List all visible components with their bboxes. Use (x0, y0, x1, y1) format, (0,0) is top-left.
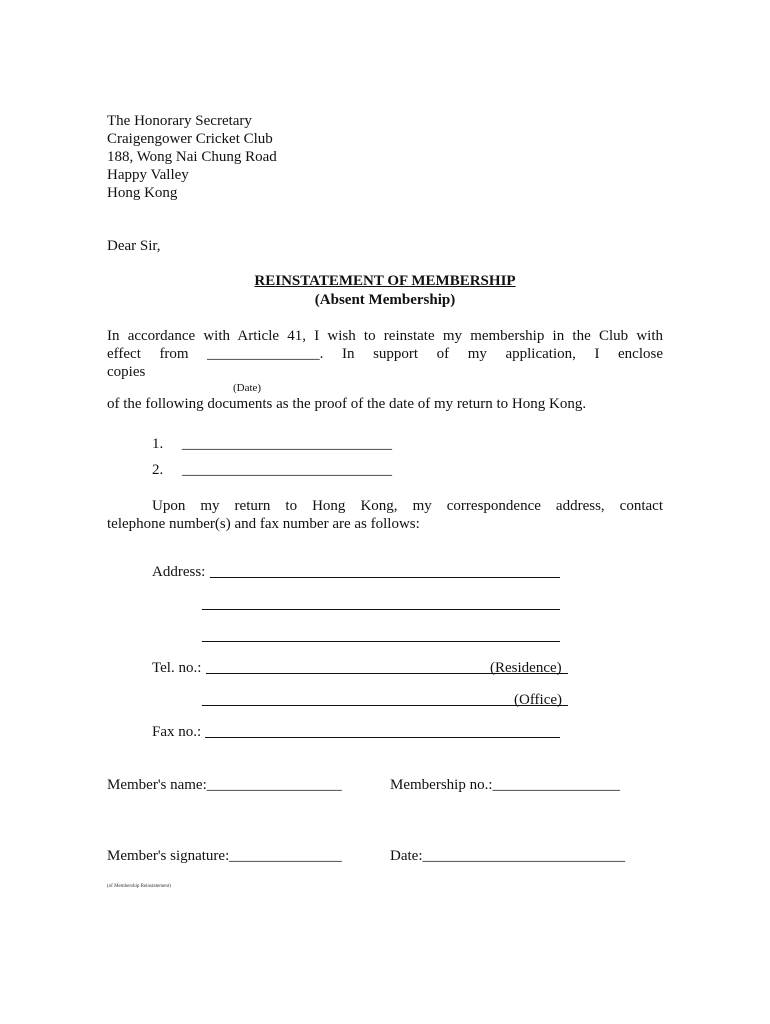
member-signature-field[interactable]: Member's signature:_______________ (107, 848, 342, 864)
footer-note: (of Membership Reinstatement) (107, 884, 171, 889)
document-item-number: 1. (152, 436, 164, 452)
document-subtitle: (Absent Membership) (314, 292, 456, 308)
date-field[interactable]: Date:___________________________ (390, 848, 625, 864)
fax-label: Fax no.: (152, 724, 202, 740)
member-name-field[interactable]: Member's name:__________________ (107, 777, 342, 793)
contact-line-1: Upon my return to Hong Kong, my correspondence address, contact (152, 498, 663, 514)
office-label: (Office) (514, 692, 563, 708)
intro-line-3: copies (107, 364, 146, 380)
salutation: Dear Sir, (107, 238, 161, 254)
address-field-2[interactable] (202, 609, 560, 610)
membership-number-field[interactable]: Membership no.:_________________ (390, 777, 620, 793)
intro-line-2[interactable]: effect from _______________. In support of my application, I enclose (107, 346, 663, 362)
residence-label: (Residence) (490, 660, 562, 676)
recipient-city: Hong Kong (107, 185, 178, 201)
address-label: Address: (152, 564, 206, 580)
intro-line-1: In accordance with Article 41, I wish to reinstate my membership in the Club with (107, 328, 663, 344)
tel-label: Tel. no.: (152, 660, 202, 676)
recipient-title: The Honorary Secretary (107, 113, 252, 129)
document-item-blank[interactable]: ____________________________ (182, 462, 392, 478)
document-item-blank[interactable]: ____________________________ (182, 436, 392, 452)
document-item-1[interactable] (152, 435, 392, 453)
intro-paragraph (107, 327, 663, 381)
document-item-number: 2. (152, 462, 164, 478)
address-field-1[interactable] (210, 577, 560, 578)
address-field-3[interactable] (202, 641, 560, 642)
contact-paragraph (107, 497, 663, 533)
recipient-district: Happy Valley (107, 167, 189, 183)
intro-line-4: of the following documents as the proof of the date of my return to Hong Kong. (107, 396, 587, 412)
fax-field[interactable] (205, 737, 560, 738)
document-item-2[interactable] (152, 461, 392, 479)
recipient-street: 188, Wong Nai Chung Road (107, 149, 277, 165)
document-title: REINSTATEMENT OF MEMBERSHIP (254, 273, 516, 289)
date-caption: (Date) (233, 382, 262, 394)
recipient-address (107, 112, 277, 202)
contact-line-2: telephone number(s) and fax number are as follows: (107, 516, 420, 532)
recipient-club: Craigengower Cricket Club (107, 131, 273, 147)
